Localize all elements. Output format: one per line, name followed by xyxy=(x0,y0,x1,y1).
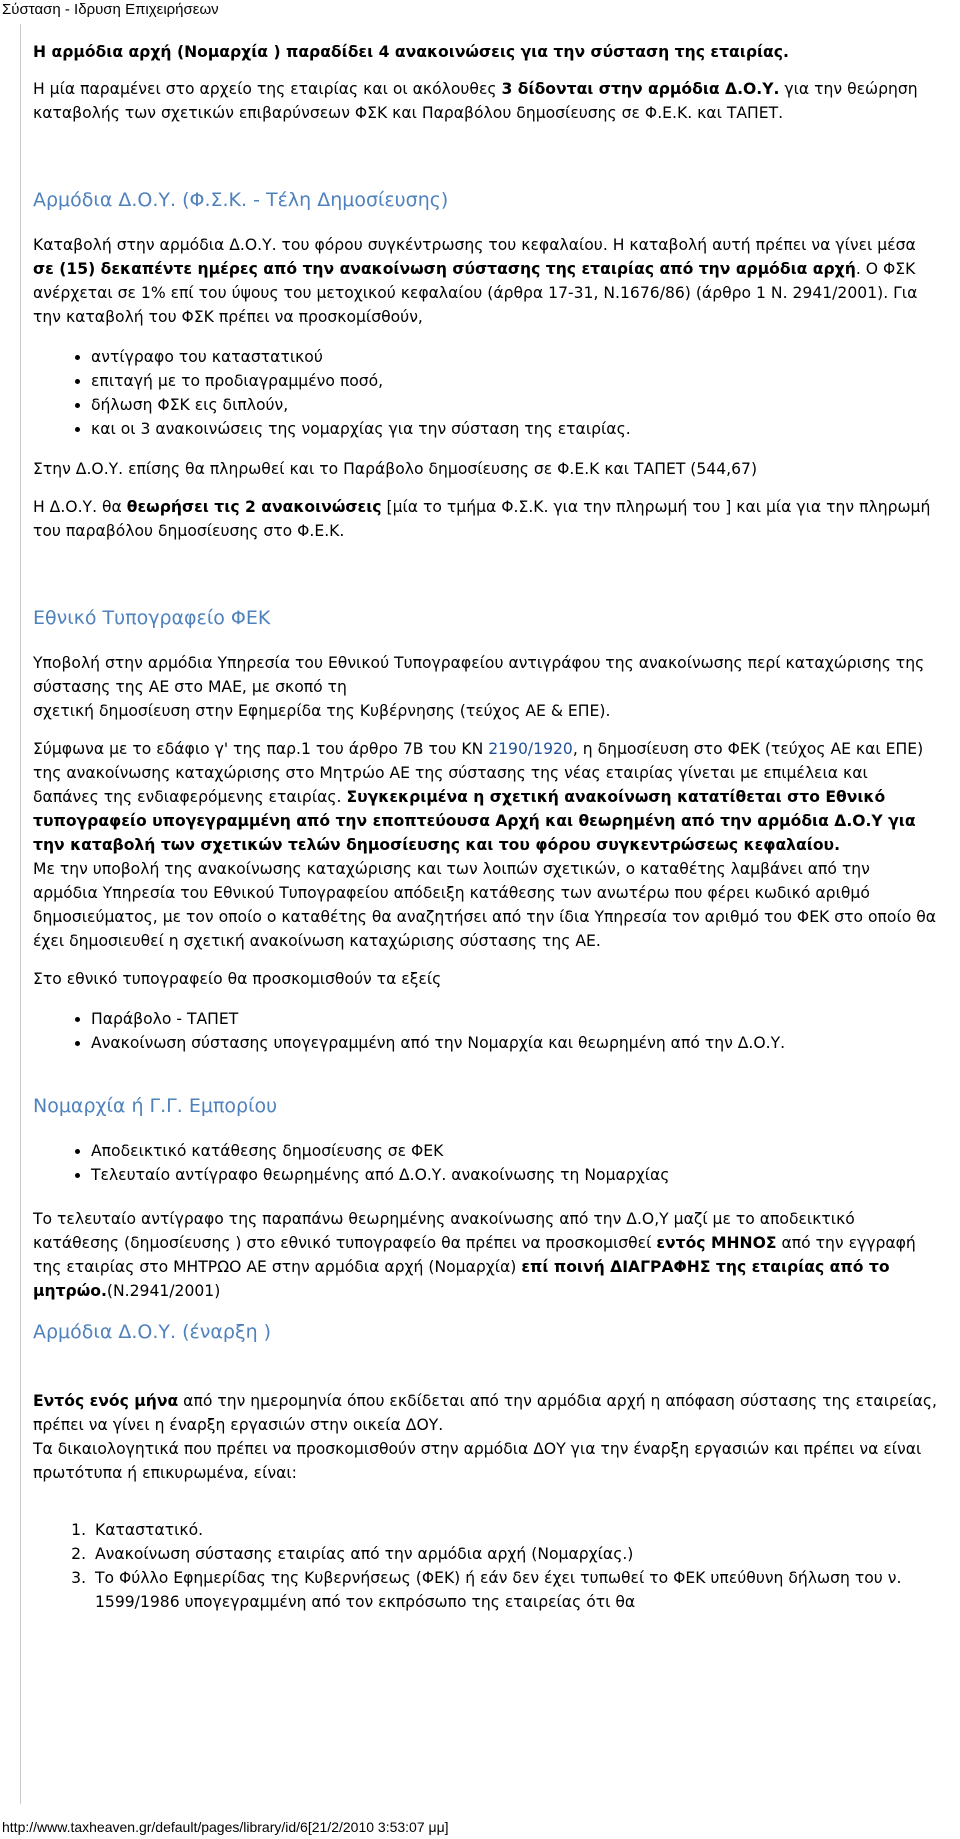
fek-text: , η δημοσίευση στο ΦΕΚ (τεύχος ΑΕ και ΕΠΕ) της ανακοίνωσης καταχώρισης στο Μητρώο ΑΕ της σύστασης της νέας εταιρίας γίνεται με επιμέλεια και δαπάνες της ενδιαφερόμενης εταιρίας. xyxy=(33,740,924,806)
nomarxia-bold-text: εντός ΜΗΝΟΣ xyxy=(656,1234,777,1252)
doy-enarxi-documents-list xyxy=(33,1518,937,1614)
doy-fsk-paragraph-2: Στην Δ.Ο.Υ. επίσης θα πληρωθεί και το Παράβολο δημοσίευσης σε Φ.Ε.Κ και ΤΑΠΕΤ (544,67) xyxy=(33,460,758,478)
doy-enarxi-bold-text: Εντός ενός μήνα xyxy=(33,1392,179,1410)
doy-enarxi-text: από την ημερομηνία όπου εκδίδεται από την αρμόδια αρχή η απόφαση σύστασης της εταιρείας, πρέπει να γίνει η έναρξη εργασιών στην οικεία ΔΟΥ. xyxy=(33,1392,937,1434)
nomarxia-text: Το τελευταίο αντίγραφο της παραπάνω θεωρημένης ανακοίνωσης από την Δ.Ο,Υ μαζί με το αποδεικτικό κατάθεσης (δημοσίευσης ) στο εθνικό τυπογραφείο θα πρέπει να προσκομισθεί xyxy=(33,1210,855,1252)
law-reference-link[interactable]: 2190/1920 xyxy=(488,740,573,758)
source-url: http://www.taxheaven.gr/default/pages/library/id/6 xyxy=(2,1819,308,1835)
fek-paragraph-1 xyxy=(33,651,937,723)
nomarxia-text: (Ν.2941/2001) xyxy=(106,1282,221,1300)
fek-text: Υποβολή στην αρμόδια Υπηρεσία του Εθνικού Τυπογραφείου αντιγράφου της ανακοίνωσης περί καταχώρισης της σύστασης της ΑΕ στο ΜΑΕ, με σκοπό τη xyxy=(33,654,925,696)
nomarxia-documents-list xyxy=(33,1139,937,1187)
list-item: • Ανακοίνωση σύστασης υπογεγραμμένη από την Νομαρχία και θεωρημένη από την Δ.Ο.Υ. xyxy=(91,1031,937,1055)
doy-fsk-paragraph-1 xyxy=(33,233,937,329)
intro-paragraph-2 xyxy=(33,77,937,125)
doy-fsk-text: [μία το τμήμα Φ.Σ.Κ. για την πληρωμή του ] και μία για την πληρωμή του παραβόλου δημοσίευσης στο Φ.Ε.Κ. xyxy=(33,498,931,540)
section-heading-doy-fsk: Αρμόδια Δ.Ο.Υ. (Φ.Σ.Κ. - Τέλη Δημοσίευσης) xyxy=(33,189,449,211)
list-item: • και οι 3 ανακοινώσεις της νομαρχίας για την σύσταση της εταιρίας. xyxy=(91,417,937,441)
fek-bold-text: Συγκεκριμένα η σχετική ανακοίνωση κατατίθεται στο Εθνικό τυπογραφείο υπογεγραμμένη από την εποπτεύουσα Αρχή και θεωρημένη από την αρμόδια Δ.Ο.Υ για την καταβολή των σχετικών τελών δημοσίευσης και του φόρου συγκεντρώσεως κεφαλαίου. xyxy=(33,788,916,854)
list-item: 1. Καταστατικό. xyxy=(91,1518,937,1542)
doy-fsk-text: . Ο ΦΣΚ ανέρχεται σε 1% επί του ύψους του μετοχικού κεφαλαίου (άρθρα 17-31, Ν.1676/86) (άρθρο 1 Ν. 2941/2001). Για την καταβολή του ΦΣΚ πρέπει να προσκομίσθούν, xyxy=(33,260,918,326)
intro-paragraph-1-text: Η αρμόδια αρχή (Νομαρχία ) παραδίδει 4 ανακοινώσεις για την σύσταση της εταιρίας. xyxy=(33,43,789,61)
nomarxia-paragraph-1 xyxy=(33,1207,937,1303)
intro-paragraph-1 xyxy=(33,40,937,64)
fek-text: Με την υποβολή της ανακοίνωσης καταχώρισης και των λοιπών σχετικών, ο καταθέτης λαμβάνει από την αρμόδια Υπηρεσία του Εθνικού Τυπογραφείου απόδειξη κατάθεσης των ανωτέρω που φέρει κωδικό αριθμό δημοσιεύματος, με τον οποίο ο καταθέτης θα αναζητήσει από την ίδια Υπηρεσία τον αριθμό του ΦΕΚ στο οποίο θα έχει δημοσιευθεί η σχετική ανακοίνωση καταχώρισης σύστασης της ΑΕ. xyxy=(33,860,937,950)
doy-fsk-bold-text: σε (15) δεκαπέντε ημέρες από την ανακοίνωση σύστασης της εταιρίας από την αρμόδια αρχή xyxy=(33,260,856,278)
doy-fsk-paragraph-3 xyxy=(33,495,937,543)
list-item: • Τελευταίο αντίγραφο θεωρημένης από Δ.Ο.Υ. ανακοίνωσης τη Νομαρχίας xyxy=(91,1163,937,1187)
fek-text: Σύμφωνα με το εδάφιο γ' της παρ.1 του άρθρο 7Β του ΚΝ xyxy=(33,740,489,758)
doy-fsk-text: Καταβολή στην αρμόδια Δ.Ο.Υ. του φόρου συγκέντρωσης του κεφαλαίου. Η καταβολή αυτή πρέπει να γίνει μέσα xyxy=(33,236,916,254)
fek-documents-list xyxy=(33,1007,937,1055)
section-heading-fek: Εθνικό Τυπογραφείο ΦΕΚ xyxy=(33,607,271,629)
nomarxia-bold-text: επί ποινή ΔΙΑΓΡΑΦΗΣ της εταιρίας από το μητρώο. xyxy=(33,1258,890,1300)
doy-fsk-documents-list xyxy=(33,345,937,441)
list-item: 3. Το Φύλλο Εφημερίδας της Κυβερνήσεως (ΦΕΚ) ή εάν δεν έχει τυπωθεί το ΦΕΚ υπεύθυνη δήλωση του ν. 1599/1986 υπογεγραμμένη από τον εκπρόσωπο της εταιρείας ότι θα xyxy=(91,1566,937,1614)
doy-enarxi-text: Τα δικαιολογητικά που πρέπει να προσκομισθούν στην αρμόδια ΔΟΥ για την έναρξη εργασιών και πρέπει να είναι πρωτότυπα ή επικυρωμένα, είναι: xyxy=(33,1440,922,1482)
intro-text: Η μία παραμένει στο αρχείο της εταιρίας και οι ακόλουθες xyxy=(33,80,502,98)
print-timestamp: [21/2/2010 3:53:07 μμ] xyxy=(307,1819,449,1835)
list-item: • επιταγή με το προδιαγραμμένο ποσό, xyxy=(91,369,937,393)
fek-paragraph-3: Στο εθνικό τυπογραφείο θα προσκομισθούν τα εξείς xyxy=(33,970,442,988)
list-item: • Αποδεικτικό κατάθεσης δημοσίευσης σε ΦΕΚ xyxy=(91,1139,937,1163)
doy-fsk-text: Η Δ.Ο.Υ. θα xyxy=(33,498,127,516)
page-footer xyxy=(0,1817,960,1839)
page-header xyxy=(0,0,960,24)
nomarxia-text: από την εγγραφή της εταιρίας στο ΜΗΤΡΩΟ ΑΕ στην αρμόδια αρχή (Νομαρχία) xyxy=(33,1234,916,1276)
list-item: • Παράβολο - ΤΑΠΕΤ xyxy=(91,1007,937,1031)
section-heading-nomarxia: Νομαρχία ή Γ.Γ. Εμπορίου xyxy=(33,1095,278,1117)
list-item: • δήλωση ΦΣΚ εις διπλούν, xyxy=(91,393,937,417)
doy-fsk-bold-text: θεωρήσει τις 2 ανακοινώσεις xyxy=(126,498,382,516)
article-body xyxy=(33,40,937,1614)
page-title: Σύσταση - Ιδρυση Επιχειρήσεων xyxy=(2,1,219,18)
intro-text: για την θεώρηση καταβολής των σχετικών επιβαρύνσεων ΦΣΚ και Παραβόλου δημοσίευσης σε Φ.Ε.Κ. και ΤΑΠΕΤ. xyxy=(33,80,918,122)
fek-text: σχετική δημοσίευση στην Εφημερίδα της Κυβέρνησης (τεύχος ΑΕ & ΕΠΕ). xyxy=(33,702,611,720)
list-item: • αντίγραφο του καταστατικού xyxy=(91,345,937,369)
intro-bold-text: 3 δίδονται στην αρμόδια Δ.Ο.Υ. xyxy=(501,80,780,98)
list-item: 2. Ανακοίνωση σύστασης εταιρίας από την αρμόδια αρχή (Νομαρχίας.) xyxy=(91,1542,937,1566)
doy-enarxi-paragraph-1 xyxy=(33,1389,937,1485)
fek-paragraph-2 xyxy=(33,737,937,953)
section-heading-doy-enarxi: Αρμόδια Δ.Ο.Υ. (έναρξη ) xyxy=(33,1321,272,1343)
